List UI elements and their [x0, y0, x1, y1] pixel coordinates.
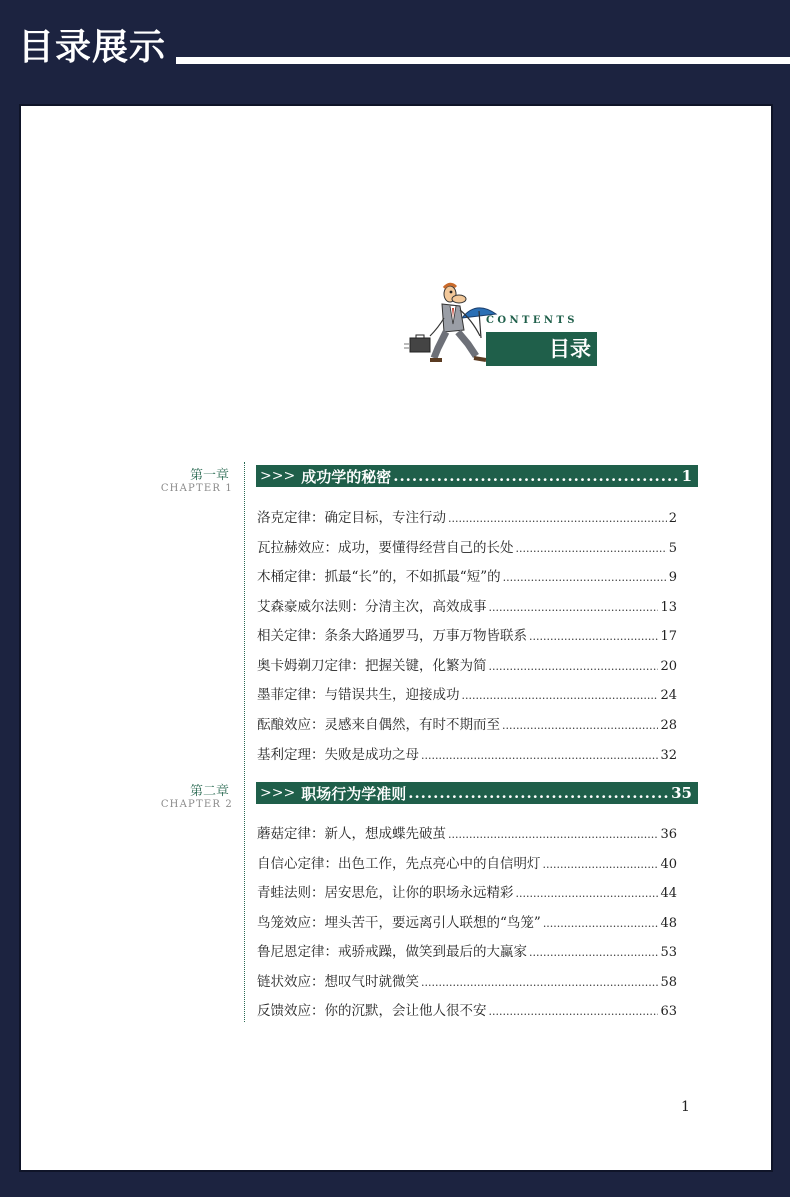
entry-page: 28 [660, 718, 677, 733]
leader-dots [489, 601, 659, 614]
entry-page: 36 [660, 827, 677, 842]
banner-title: 目录展示 [18, 27, 167, 68]
toc-entry[interactable] [257, 506, 677, 526]
leader-dots [503, 571, 667, 584]
entry-text: 瓦拉赫效应：成功，要懂得经营自己的长处 [257, 540, 514, 556]
chapter-title: 成功学的秘密 [301, 467, 392, 486]
entry-page: 63 [660, 1004, 677, 1019]
entry-page: 40 [660, 857, 677, 872]
toc-entry[interactable] [257, 654, 677, 674]
entry-page: 44 [660, 886, 677, 901]
entry-text: 青蛙法则：居安思危，让你的职场永远精彩 [257, 885, 514, 901]
entry-text: 链状效应：想叹气时就微笑 [257, 974, 419, 990]
toc-entry[interactable] [257, 565, 677, 585]
toc-entry[interactable] [257, 822, 677, 842]
leader-dots [448, 512, 667, 525]
entry-text: 酝酿效应：灵感来自偶然，有时不期而至 [257, 717, 500, 733]
leader-dots [421, 976, 658, 989]
toc-entry[interactable] [257, 940, 677, 960]
leader-dots [516, 887, 659, 900]
toc-entry[interactable] [257, 970, 677, 990]
entry-page: 13 [660, 600, 677, 615]
chapter-label: 第二章 [189, 784, 229, 799]
leader-dots [393, 467, 679, 485]
entry-text: 反馈效应：你的沉默，会让他人很不安 [257, 1003, 487, 1019]
chapter-page: 35 [671, 784, 692, 802]
entry-page: 2 [668, 511, 677, 526]
book-page [21, 106, 771, 1170]
toc-entry[interactable] [257, 536, 677, 556]
chapter-divider-line [244, 462, 245, 1022]
entry-text: 鲁尼恩定律：戒骄戒躁，做笑到最后的大赢家 [257, 944, 527, 960]
entry-text: 鸟笼效应：埋头苦干，要远离引人联想的“鸟笼” [257, 915, 541, 931]
entry-page: 20 [660, 659, 677, 674]
chapter-page: 1 [681, 467, 692, 485]
entry-page: 48 [660, 916, 677, 931]
leader-dots [543, 917, 659, 930]
entry-page: 17 [660, 629, 677, 644]
toc-entry[interactable] [257, 911, 677, 931]
entry-text: 自信心定律：出色工作，先点亮心中的自信明灯 [257, 856, 541, 872]
toc-entry[interactable] [257, 881, 677, 901]
chapter-prefix: >>> [260, 468, 296, 484]
leader-dots [489, 660, 659, 673]
leader-dots [529, 946, 658, 959]
entry-text: 蘑菇定律：新人，想成蝶先破茧 [257, 826, 446, 842]
entry-page: 32 [660, 748, 677, 763]
leader-dots [408, 784, 669, 802]
toc-entry[interactable] [257, 852, 677, 872]
toc-entry[interactable] [257, 683, 677, 703]
entry-text: 木桶定律：抓最“长”的，不如抓最“短”的 [257, 569, 501, 585]
entry-page: 53 [660, 945, 677, 960]
leader-dots [462, 689, 659, 702]
logo-contents-box: 目录 [486, 332, 597, 366]
leader-dots [516, 542, 667, 555]
entry-text: 洛克定律：确定目标，专注行动 [257, 510, 446, 526]
toc-entry[interactable] [257, 624, 677, 644]
entry-page: 5 [668, 541, 677, 556]
entry-text: 基利定理：失败是成功之母 [257, 747, 419, 763]
chapter-sub: CHAPTER 1 [160, 483, 233, 494]
entry-text: 艾森豪威尔法则：分清主次，高效成事 [257, 599, 487, 615]
page-number: 1 [681, 1099, 690, 1115]
entry-text: 相关定律：条条大路通罗马，万事万物皆联系 [257, 628, 527, 644]
toc-entry[interactable] [257, 595, 677, 615]
toc-entry[interactable] [257, 743, 677, 763]
entry-text: 奥卡姆剃刀定律：把握关键，化繁为简 [257, 658, 487, 674]
toc-entry[interactable] [257, 713, 677, 733]
leader-dots [502, 719, 658, 732]
chapter-label: 第一章 [189, 468, 229, 483]
toc-entry[interactable] [257, 999, 677, 1019]
chapter-sub: CHAPTER 2 [160, 799, 233, 810]
banner-rule [176, 57, 790, 64]
entry-page: 58 [660, 975, 677, 990]
chapter-title-bar[interactable] [256, 465, 698, 487]
entry-page: 9 [668, 570, 677, 585]
leader-dots [529, 630, 658, 643]
leader-dots [448, 828, 658, 841]
chapter-prefix: >>> [260, 785, 296, 801]
leader-dots [421, 749, 658, 762]
logo-contents-word: CONTENTS [486, 315, 578, 326]
leader-dots [489, 1005, 659, 1018]
entry-text: 墨菲定律：与错误共生，迎接成功 [257, 687, 460, 703]
entry-page: 24 [660, 688, 677, 703]
chapter-title: 职场行为学准则 [301, 784, 407, 803]
chapter-title-bar[interactable] [256, 782, 698, 804]
leader-dots [543, 858, 659, 871]
